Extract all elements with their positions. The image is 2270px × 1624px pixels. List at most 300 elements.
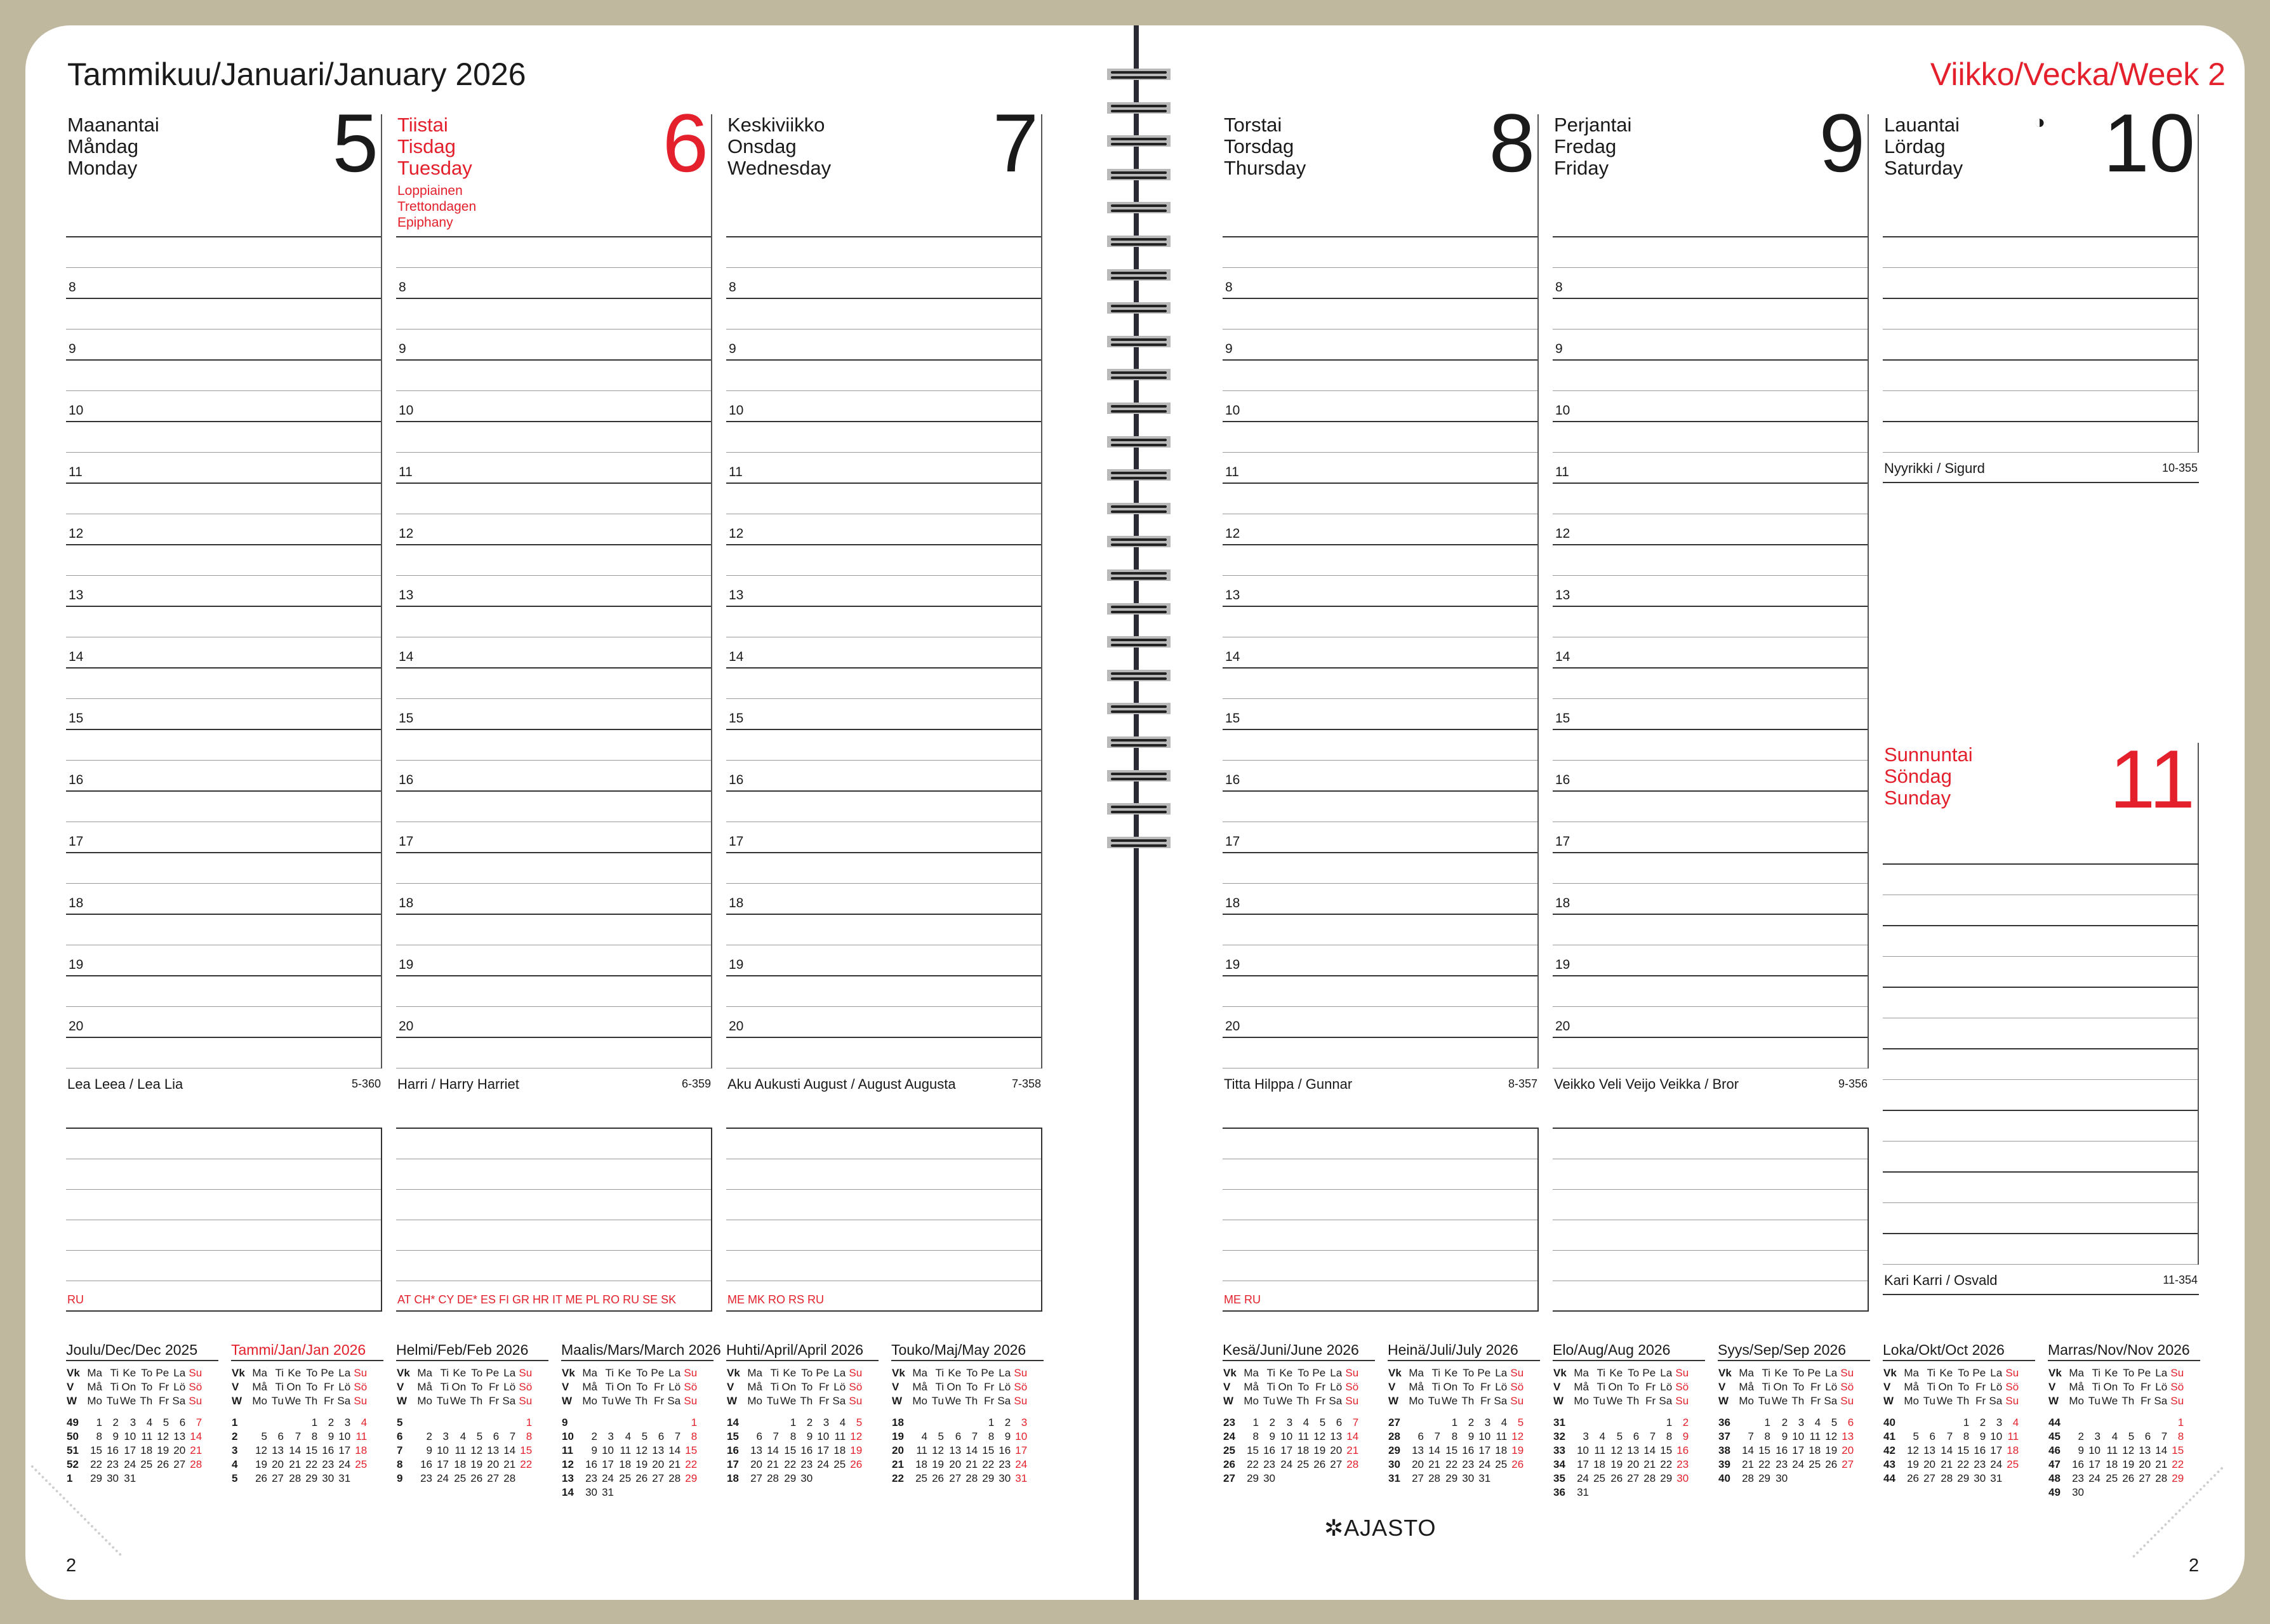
- writing-line[interactable]: [66, 422, 381, 453]
- weekday-header: Th: [800, 1395, 813, 1407]
- calendar-day: 29: [2172, 1472, 2184, 1484]
- hour-row[interactable]: [1223, 576, 1537, 607]
- weekday-header: Pe: [1477, 1367, 1491, 1379]
- hour-row[interactable]: [1223, 945, 1537, 976]
- week-number: 12: [562, 1458, 574, 1470]
- writing-line[interactable]: [66, 545, 381, 576]
- writing-line[interactable]: [1883, 865, 2198, 895]
- weekday-header: Vk: [727, 1367, 740, 1379]
- hour-row[interactable]: [396, 514, 711, 545]
- writing-line[interactable]: [726, 792, 1041, 822]
- hour-row[interactable]: [1553, 945, 1868, 976]
- hour-label: 18: [1225, 896, 1240, 910]
- weekday-header: Tu: [2088, 1395, 2101, 1407]
- hour-row[interactable]: [726, 576, 1041, 607]
- hour-row[interactable]: [1223, 1007, 1537, 1038]
- writing-line[interactable]: [1883, 926, 2198, 957]
- hour-row[interactable]: [396, 1007, 711, 1038]
- writing-line[interactable]: [66, 607, 381, 637]
- hour-row[interactable]: [726, 945, 1041, 976]
- notes-line[interactable]: [726, 1251, 1041, 1281]
- writing-line[interactable]: [396, 422, 711, 453]
- hour-row[interactable]: [726, 822, 1041, 853]
- writing-line[interactable]: [1553, 607, 1868, 637]
- hour-row[interactable]: [1223, 268, 1537, 299]
- hour-row[interactable]: [396, 268, 711, 299]
- writing-line[interactable]: [1883, 422, 2198, 453]
- hour-row[interactable]: [1223, 761, 1537, 792]
- writing-line[interactable]: [66, 237, 381, 268]
- name-day: Kari Karri / Osvald: [1884, 1272, 1998, 1288]
- notes-line[interactable]: [1223, 1251, 1537, 1281]
- hour-row[interactable]: [396, 761, 711, 792]
- writing-line[interactable]: [726, 915, 1041, 945]
- hour-row[interactable]: [1553, 514, 1868, 545]
- calendar-day: 5: [476, 1430, 483, 1442]
- writing-line[interactable]: [1883, 957, 2198, 988]
- notes-line[interactable]: [66, 1220, 381, 1251]
- writing-line[interactable]: [1883, 299, 2198, 329]
- notes-line[interactable]: [1223, 1220, 1537, 1251]
- writing-line[interactable]: [1223, 299, 1537, 329]
- hour-row[interactable]: [1553, 822, 1868, 853]
- calendar-day: 6: [493, 1430, 500, 1442]
- hour-row[interactable]: [1223, 637, 1537, 669]
- calendar-day: 30: [1974, 1472, 1986, 1484]
- hour-row[interactable]: [396, 453, 711, 484]
- notes-line[interactable]: [1223, 1190, 1537, 1220]
- writing-line[interactable]: [66, 361, 381, 391]
- writing-line[interactable]: [396, 792, 711, 822]
- writing-line[interactable]: [1883, 1018, 2198, 1049]
- hour-row[interactable]: [1223, 514, 1537, 545]
- weekday-header: To: [2123, 1367, 2135, 1379]
- notes-line[interactable]: [396, 1190, 711, 1220]
- ring-wire: [1111, 839, 1167, 842]
- calendar-day: 27: [1412, 1472, 1424, 1484]
- notes-line[interactable]: [726, 1159, 1041, 1190]
- calendar-day: 9: [328, 1430, 335, 1442]
- notes-line[interactable]: [726, 1220, 1041, 1251]
- notes-line[interactable]: [66, 1251, 381, 1281]
- calendar-day: 22: [982, 1458, 995, 1470]
- notes-line[interactable]: [66, 1159, 381, 1190]
- weekday-header: Th: [1461, 1395, 1475, 1407]
- calendar-day: 9: [1781, 1430, 1788, 1442]
- hour-row[interactable]: [396, 391, 711, 422]
- writing-line[interactable]: [396, 607, 711, 637]
- writing-line[interactable]: [66, 299, 381, 329]
- calendar-day: 30: [585, 1486, 597, 1498]
- writing-line[interactable]: [726, 361, 1041, 391]
- hour-row[interactable]: [66, 329, 381, 361]
- notes-box[interactable]: [396, 1128, 712, 1312]
- writing-line[interactable]: [1883, 1049, 2198, 1080]
- weekday-header: Mo: [747, 1395, 762, 1407]
- calendar-day: 16: [800, 1444, 813, 1456]
- calendar-day: 25: [833, 1458, 846, 1470]
- week-number: 7: [397, 1444, 403, 1456]
- notes-line[interactable]: [396, 1129, 711, 1159]
- hour-row[interactable]: [726, 514, 1041, 545]
- hour-row[interactable]: [726, 699, 1041, 730]
- notes-line[interactable]: [726, 1190, 1041, 1220]
- weekday-header: Tu: [271, 1395, 284, 1407]
- calendar-day: 2: [1004, 1416, 1011, 1428]
- writing-line[interactable]: [396, 237, 711, 268]
- hour-label: 14: [729, 649, 744, 664]
- writing-line[interactable]: [726, 484, 1041, 514]
- hour-label: 17: [729, 834, 744, 849]
- writing-line[interactable]: [1553, 730, 1868, 761]
- hour-row[interactable]: [726, 329, 1041, 361]
- hour-row[interactable]: [66, 699, 381, 730]
- hour-row[interactable]: [396, 884, 711, 915]
- calendar-day: 30: [2072, 1486, 2084, 1498]
- writing-line[interactable]: [1553, 669, 1868, 699]
- writing-line[interactable]: [1883, 988, 2198, 1018]
- calendar-day: 27: [949, 1472, 962, 1484]
- hour-row[interactable]: [66, 453, 381, 484]
- ring-wire: [1111, 105, 1167, 107]
- writing-line[interactable]: [1553, 237, 1868, 268]
- week-number: 28: [1388, 1430, 1400, 1442]
- notes-line[interactable]: [396, 1251, 711, 1281]
- writing-line[interactable]: [1883, 1080, 2198, 1111]
- hour-row[interactable]: [1223, 822, 1537, 853]
- weekday-header: We: [450, 1395, 467, 1407]
- writing-line[interactable]: [726, 422, 1041, 453]
- hour-row[interactable]: [66, 268, 381, 299]
- day-name-en: Sunday: [1884, 787, 1951, 809]
- hour-row[interactable]: [1553, 1007, 1868, 1038]
- weekday-header: Ti: [1431, 1367, 1440, 1379]
- calendar-day: 20: [1923, 1458, 1935, 1470]
- notes-line[interactable]: [396, 1220, 711, 1251]
- hour-row[interactable]: [1553, 329, 1868, 361]
- writing-line[interactable]: [1223, 484, 1537, 514]
- writing-line[interactable]: [66, 853, 381, 884]
- writing-line[interactable]: [66, 1038, 381, 1068]
- day-name-fi: Torstai: [1224, 114, 1282, 136]
- hour-label: 12: [1225, 526, 1240, 541]
- writing-line[interactable]: [1883, 1141, 2198, 1173]
- day-name-sv: Onsdag: [727, 135, 797, 157]
- weekday-header: To: [306, 1367, 318, 1379]
- writing-line[interactable]: [1223, 422, 1537, 453]
- writing-line[interactable]: [66, 730, 381, 761]
- hour-label: 18: [69, 896, 84, 910]
- hour-row[interactable]: [726, 761, 1041, 792]
- brand-logo: [1324, 1515, 1437, 1541]
- ring-wire: [1111, 444, 1167, 446]
- weekday-header: We: [1607, 1395, 1623, 1407]
- writing-line[interactable]: [1883, 1173, 2198, 1203]
- hour-row[interactable]: [726, 1007, 1041, 1038]
- calendar-day: 23: [2072, 1472, 2084, 1484]
- writing-line[interactable]: [1223, 853, 1537, 884]
- writing-line[interactable]: [396, 484, 711, 514]
- writing-line[interactable]: [1883, 895, 2198, 926]
- writing-line[interactable]: [1883, 1111, 2198, 1141]
- hour-row[interactable]: [396, 329, 711, 361]
- notes-line[interactable]: [66, 1190, 381, 1220]
- notes-line[interactable]: [1553, 1190, 1868, 1220]
- calendar-day: 2: [806, 1416, 813, 1428]
- ring-wire: [1111, 472, 1167, 474]
- day-name-fi: Sunnuntai: [1884, 743, 1973, 766]
- writing-line[interactable]: [66, 976, 381, 1007]
- writing-line[interactable]: [1553, 976, 1868, 1007]
- writing-line[interactable]: [1553, 545, 1868, 576]
- ring-wire: [1111, 210, 1167, 212]
- writing-line[interactable]: [1223, 669, 1537, 699]
- weekday-header: Sa: [337, 1395, 351, 1407]
- hour-row[interactable]: [396, 699, 711, 730]
- notes-line[interactable]: [726, 1129, 1041, 1159]
- calendar-day: 24: [338, 1458, 351, 1470]
- writing-line[interactable]: [1223, 915, 1537, 945]
- writing-line[interactable]: [726, 853, 1041, 884]
- hour-row[interactable]: [1223, 391, 1537, 422]
- hour-row[interactable]: [1553, 761, 1868, 792]
- calendar-day: [2135, 1416, 2151, 1430]
- writing-line[interactable]: [726, 976, 1041, 1007]
- calendar-day: 10: [1280, 1430, 1293, 1442]
- writing-line[interactable]: [1223, 792, 1537, 822]
- weekday-header: Pe: [1972, 1367, 1986, 1379]
- hour-row[interactable]: [396, 637, 711, 669]
- writing-line[interactable]: [1223, 730, 1537, 761]
- day-name-fi: Tiistai: [397, 114, 448, 136]
- calendar-day: 6: [1336, 1416, 1343, 1428]
- week-number: 17: [727, 1458, 739, 1470]
- day-number: 5: [332, 97, 378, 189]
- writing-line[interactable]: [396, 853, 711, 884]
- notes-line[interactable]: [1553, 1220, 1868, 1251]
- writing-line[interactable]: [396, 976, 711, 1007]
- ring-wire: [1111, 572, 1167, 575]
- writing-line[interactable]: [396, 545, 711, 576]
- calendar-day: [416, 1416, 433, 1430]
- hour-row[interactable]: [66, 576, 381, 607]
- writing-line[interactable]: [1553, 484, 1868, 514]
- weekday-header: Su: [1014, 1395, 1028, 1407]
- writing-line[interactable]: [1553, 361, 1868, 391]
- day-header: [1223, 89, 1539, 237]
- calendar-day: 7: [1352, 1416, 1359, 1428]
- writing-line[interactable]: [1553, 853, 1868, 884]
- week-number: 20: [892, 1444, 904, 1456]
- hour-row[interactable]: [726, 453, 1041, 484]
- notes-line[interactable]: [396, 1159, 711, 1190]
- writing-line[interactable]: [1553, 299, 1868, 329]
- writing-line[interactable]: [1883, 268, 2198, 299]
- writing-line[interactable]: [726, 545, 1041, 576]
- calendar-day: 17: [1792, 1444, 1805, 1456]
- writing-line[interactable]: [1223, 237, 1537, 268]
- calendar-day: 20: [1842, 1444, 1854, 1456]
- weekday-header: Vk: [397, 1367, 410, 1379]
- calendar-day: 13: [173, 1430, 186, 1442]
- notes-box[interactable]: [726, 1128, 1042, 1312]
- mini-calendar-title: Elo/Aug/Aug 2026: [1553, 1343, 1705, 1361]
- calendar-day: 23: [585, 1472, 597, 1484]
- notes-line[interactable]: [1223, 1159, 1537, 1190]
- weekday-header: Su: [519, 1367, 533, 1379]
- hour-row[interactable]: [66, 884, 381, 915]
- hour-row[interactable]: [1223, 453, 1537, 484]
- writing-line[interactable]: [1223, 607, 1537, 637]
- spiral-ring: [1107, 566, 1171, 585]
- hour-label: 8: [399, 280, 406, 295]
- notes-line[interactable]: [1553, 1251, 1868, 1281]
- writing-line[interactable]: [726, 237, 1041, 268]
- calendar-day: 21: [668, 1458, 681, 1470]
- calendar-day: [1821, 1472, 1838, 1486]
- weekday-header: Må: [252, 1381, 267, 1393]
- weekday-header: La: [173, 1367, 186, 1379]
- weekday-header: Ma: [747, 1367, 762, 1379]
- hour-row[interactable]: [396, 945, 711, 976]
- weekday-header: Lö: [173, 1381, 186, 1393]
- weekday-header: Ti: [770, 1367, 779, 1379]
- writing-line[interactable]: [396, 915, 711, 945]
- hour-label: 13: [1555, 588, 1570, 602]
- writing-line[interactable]: [396, 669, 711, 699]
- writing-line[interactable]: [726, 730, 1041, 761]
- hour-row[interactable]: [396, 576, 711, 607]
- calendar-day: [500, 1416, 516, 1430]
- notes-box[interactable]: [1553, 1128, 1869, 1312]
- day-number: 11: [2109, 733, 2195, 825]
- weekday-header: Ke: [123, 1367, 136, 1379]
- hour-label: 11: [729, 465, 743, 479]
- hour-row[interactable]: [726, 884, 1041, 915]
- calendar-day: 1: [96, 1416, 102, 1428]
- calendar-day: [1936, 1416, 1953, 1430]
- calendar-day: 12: [850, 1430, 863, 1442]
- hour-row[interactable]: [66, 945, 381, 976]
- weekday-header: Fr: [489, 1381, 500, 1393]
- calendar-day: 6: [1633, 1430, 1640, 1442]
- hour-row[interactable]: [1553, 453, 1868, 484]
- notes-line[interactable]: [66, 1129, 381, 1159]
- notes-line[interactable]: [1553, 1159, 1868, 1190]
- notes-line[interactable]: [1223, 1129, 1537, 1159]
- calendar-day: 13: [750, 1444, 762, 1456]
- mini-calendar-title: Maalis/Mars/March 2026: [561, 1343, 714, 1361]
- notes-box[interactable]: [1223, 1128, 1539, 1312]
- hour-row[interactable]: [1553, 576, 1868, 607]
- writing-line[interactable]: [1553, 915, 1868, 945]
- calendar-day: 14: [289, 1444, 302, 1456]
- day-names: [1554, 114, 1631, 179]
- writing-line[interactable]: [1883, 391, 2198, 422]
- hour-row[interactable]: [1553, 637, 1868, 669]
- writing-line[interactable]: [396, 299, 711, 329]
- hour-row[interactable]: [1223, 884, 1537, 915]
- hour-row[interactable]: [1223, 699, 1537, 730]
- writing-line[interactable]: [1223, 545, 1537, 576]
- writing-line[interactable]: [396, 361, 711, 391]
- hour-row[interactable]: [66, 822, 381, 853]
- writing-line[interactable]: [396, 730, 711, 761]
- weekday-header: To: [1628, 1381, 1640, 1393]
- weekday-header: Fr: [984, 1395, 995, 1407]
- weekday-header: Fr: [1315, 1395, 1326, 1407]
- writing-line[interactable]: [396, 1038, 711, 1068]
- hour-row[interactable]: [726, 637, 1041, 669]
- weekday-header: Th: [140, 1395, 153, 1407]
- writing-line[interactable]: [1553, 422, 1868, 453]
- writing-line[interactable]: [726, 299, 1041, 329]
- notes-box[interactable]: [66, 1128, 382, 1312]
- hour-row[interactable]: [66, 637, 381, 669]
- week-number: 1: [67, 1472, 73, 1484]
- writing-line[interactable]: [1223, 976, 1537, 1007]
- hour-row[interactable]: [66, 391, 381, 422]
- hour-row[interactable]: [66, 761, 381, 792]
- name-day-row: [1223, 1068, 1539, 1098]
- writing-line[interactable]: [66, 915, 381, 945]
- writing-line[interactable]: [1883, 1234, 2198, 1265]
- writing-line[interactable]: [1883, 1203, 2198, 1234]
- calendar-day: 3: [1798, 1416, 1805, 1428]
- writing-line[interactable]: [1883, 329, 2198, 361]
- writing-line[interactable]: [1883, 361, 2198, 391]
- writing-line[interactable]: [726, 607, 1041, 637]
- hour-row[interactable]: [726, 391, 1041, 422]
- hour-row[interactable]: [396, 822, 711, 853]
- calendar-day: 9: [1269, 1430, 1275, 1442]
- calendar-day: [284, 1416, 302, 1430]
- writing-line[interactable]: [1553, 792, 1868, 822]
- hour-row[interactable]: [1553, 391, 1868, 422]
- hour-row[interactable]: [1553, 699, 1868, 730]
- writing-line[interactable]: [726, 669, 1041, 699]
- hour-row[interactable]: [1223, 329, 1537, 361]
- writing-line[interactable]: [1223, 1038, 1537, 1068]
- hour-row[interactable]: [66, 514, 381, 545]
- hour-label: 18: [729, 896, 744, 910]
- hour-row[interactable]: [1553, 268, 1868, 299]
- weekday-header: Fr: [1645, 1395, 1656, 1407]
- calendar-day: 11: [1298, 1430, 1310, 1442]
- writing-line[interactable]: [726, 1038, 1041, 1068]
- writing-line[interactable]: [1223, 361, 1537, 391]
- writing-line[interactable]: [66, 484, 381, 514]
- hour-row[interactable]: [726, 268, 1041, 299]
- weekday-header: Ke: [783, 1367, 797, 1379]
- weekday-header: On: [286, 1381, 302, 1393]
- writing-line[interactable]: [1553, 1038, 1868, 1068]
- hour-row[interactable]: [66, 1007, 381, 1038]
- writing-line[interactable]: [66, 669, 381, 699]
- calendar-day: 14: [1428, 1444, 1440, 1456]
- weekday-header: Ti: [605, 1381, 614, 1393]
- writing-line[interactable]: [1883, 237, 2198, 268]
- weekday-header: Sö: [2170, 1381, 2184, 1393]
- weekday-header: To: [966, 1367, 978, 1379]
- weekday-header: Sa: [1989, 1395, 2003, 1407]
- calendar-day: 25: [1809, 1458, 1821, 1470]
- hour-row[interactable]: [1553, 884, 1868, 915]
- calendar-day: [467, 1416, 483, 1430]
- notes-line[interactable]: [1553, 1129, 1868, 1159]
- calendar-day: [665, 1416, 681, 1430]
- writing-line[interactable]: [66, 792, 381, 822]
